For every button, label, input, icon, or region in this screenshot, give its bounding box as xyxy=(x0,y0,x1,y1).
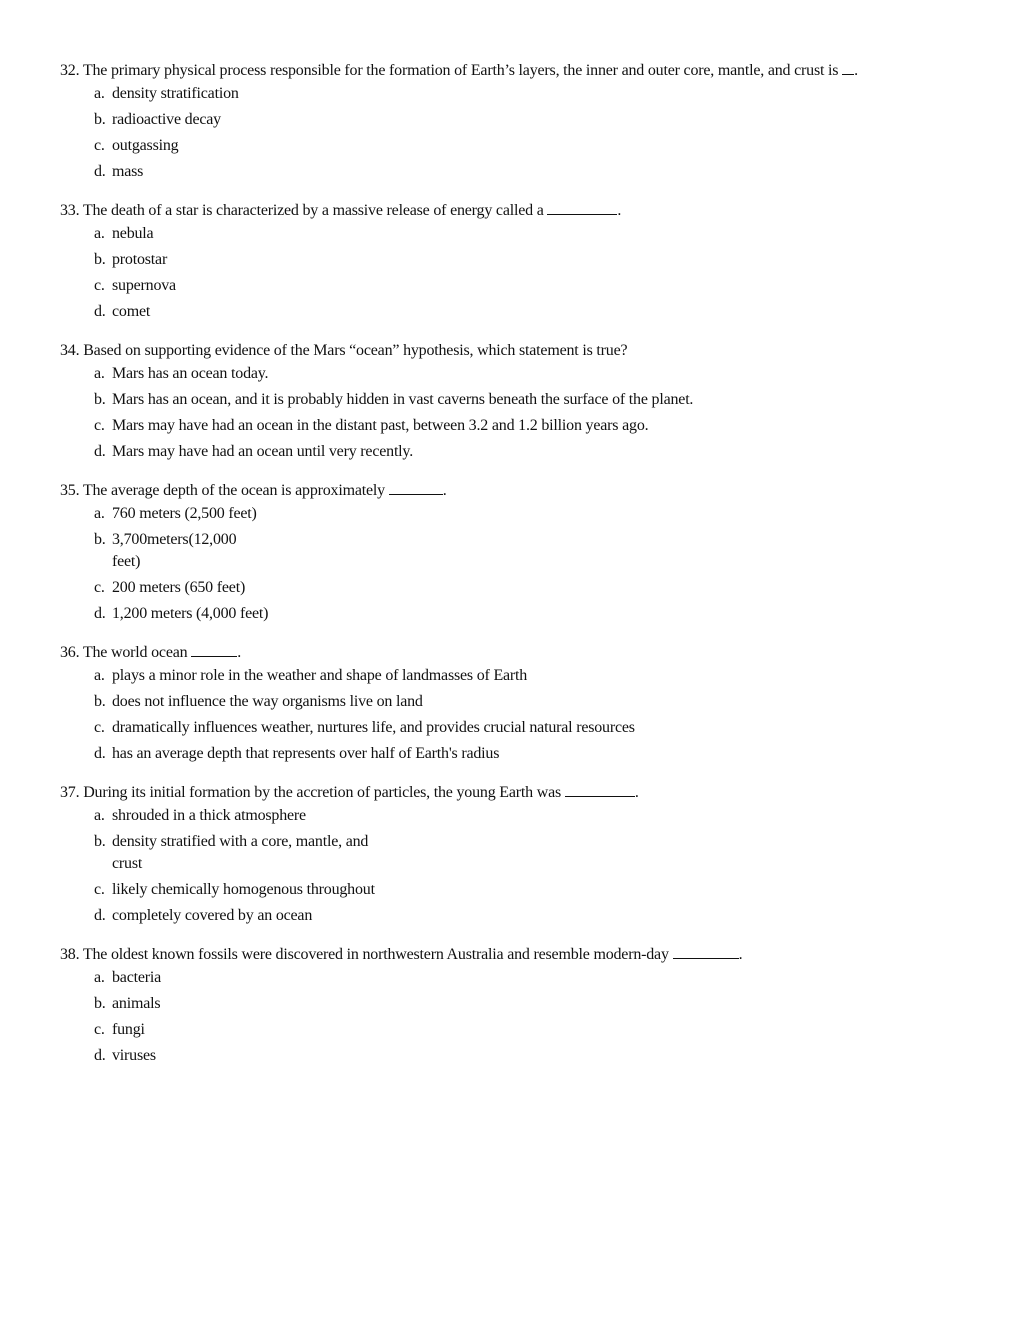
option-d xyxy=(94,161,940,183)
stem-end: . xyxy=(634,784,639,801)
question-34 xyxy=(60,340,940,463)
question-stem xyxy=(60,200,940,222)
answer-options xyxy=(60,363,940,463)
option-d xyxy=(94,1045,940,1067)
question-32 xyxy=(60,60,940,183)
option-text: likely chemically homogenous throughout xyxy=(112,881,375,898)
option-text: has an average depth that represents over half of Earth's radius xyxy=(112,745,500,762)
option-letter: c. xyxy=(94,579,105,596)
option-text: density stratification xyxy=(112,85,239,102)
option-letter: a. xyxy=(94,225,105,242)
option-b xyxy=(94,831,940,875)
option-text: Mars has an ocean today. xyxy=(112,365,269,382)
answer-options xyxy=(60,967,940,1067)
option-letter: c. xyxy=(94,417,105,434)
stem-text: 33. The death of a star is characterized by a massive release of energy called a xyxy=(60,202,548,219)
stem-text: 36. The world ocean xyxy=(60,644,192,661)
answer-blank xyxy=(842,60,854,75)
stem-text: 32. The primary physical process responsible for the formation of Earth’s layers, the inner and outer core, mantle, and crust is xyxy=(60,62,843,79)
option-text: completely covered by an ocean xyxy=(112,907,313,924)
option-b xyxy=(94,993,940,1015)
option-letter: b. xyxy=(94,833,106,850)
option-letter: b. xyxy=(94,111,106,128)
option-letter: b. xyxy=(94,693,106,710)
option-letter: a. xyxy=(94,365,105,382)
option-letter: c. xyxy=(94,1021,105,1038)
option-letter: b. xyxy=(94,995,106,1012)
option-text: 760 meters (2,500 feet) xyxy=(112,505,257,522)
option-text: 3,700meters(12,000 feet) xyxy=(112,531,237,570)
stem-text: 35. The average depth of the ocean is approximately xyxy=(60,482,389,499)
stem-end: . xyxy=(237,644,242,661)
option-c xyxy=(94,135,940,157)
option-letter: d. xyxy=(94,605,106,622)
option-letter: b. xyxy=(94,251,106,268)
option-a xyxy=(94,363,940,385)
stem-end: . xyxy=(854,62,858,79)
option-a xyxy=(94,805,940,827)
answer-options xyxy=(60,83,940,183)
option-letter: c. xyxy=(94,719,105,736)
option-text: animals xyxy=(112,995,161,1012)
option-b xyxy=(94,389,940,411)
answer-options xyxy=(60,805,940,927)
option-b xyxy=(94,691,940,713)
question-38 xyxy=(60,944,940,1067)
option-text: plays a minor role in the weather and shape of landmasses of Earth xyxy=(112,667,528,684)
question-stem xyxy=(60,60,940,82)
question-stem xyxy=(60,340,940,362)
question-stem xyxy=(60,642,940,664)
option-letter: a. xyxy=(94,667,105,684)
question-35 xyxy=(60,480,940,625)
stem-text: 38. The oldest known fossils were discovered in northwestern Australia and resemble modern-day xyxy=(60,946,673,963)
option-letter: c. xyxy=(94,277,105,294)
option-text: outgassing xyxy=(112,137,179,154)
question-36 xyxy=(60,642,940,765)
option-c xyxy=(94,717,940,739)
option-a xyxy=(94,503,940,525)
answer-options xyxy=(60,503,940,625)
quiz-page xyxy=(60,60,940,1084)
answer-options xyxy=(60,665,940,765)
option-text: bacteria xyxy=(112,969,162,986)
option-b xyxy=(94,109,940,131)
stem-end: . xyxy=(442,482,447,499)
option-letter: c. xyxy=(94,881,105,898)
option-text: radioactive decay xyxy=(112,111,221,128)
option-c xyxy=(94,879,940,901)
option-text: protostar xyxy=(112,251,168,268)
stem-text: 37. During its initial formation by the accretion of particles, the young Earth was xyxy=(60,784,565,801)
stem-end: . xyxy=(738,946,743,963)
option-text: fungi xyxy=(112,1021,145,1038)
option-d xyxy=(94,603,940,625)
option-letter: a. xyxy=(94,85,105,102)
question-stem xyxy=(60,480,940,502)
option-c xyxy=(94,577,940,599)
option-letter: a. xyxy=(94,505,105,522)
option-a xyxy=(94,665,940,687)
option-text: shrouded in a thick atmosphere xyxy=(112,807,306,824)
option-letter: d. xyxy=(94,907,106,924)
stem-text: 34. Based on supporting evidence of the Mars “ocean” hypothesis, which statement is true? xyxy=(60,342,628,359)
option-c xyxy=(94,415,940,437)
option-letter: d. xyxy=(94,443,106,460)
option-text: supernova xyxy=(112,277,176,294)
answer-blank xyxy=(389,480,443,495)
stem-end: . xyxy=(617,202,622,219)
option-b xyxy=(94,249,940,271)
option-letter: b. xyxy=(94,531,106,548)
option-text: 1,200 meters (4,000 feet) xyxy=(112,605,269,622)
answer-blank xyxy=(191,642,237,657)
answer-options xyxy=(60,223,940,323)
option-text: viruses xyxy=(112,1047,156,1064)
option-text: Mars may have had an ocean in the distant past, between 3.2 and 1.2 billion years ago. xyxy=(112,417,649,434)
option-a xyxy=(94,967,940,989)
option-letter: d. xyxy=(94,303,106,320)
option-text: Mars may have had an ocean until very recently. xyxy=(112,443,413,460)
option-letter: a. xyxy=(94,807,105,824)
option-text: does not influence the way organisms live on land xyxy=(112,693,423,710)
question-stem xyxy=(60,944,940,966)
option-text: comet xyxy=(112,303,151,320)
option-letter: d. xyxy=(94,745,106,762)
option-a xyxy=(94,223,940,245)
option-text: dramatically influences weather, nurtures life, and provides crucial natural resources xyxy=(112,719,635,736)
question-33 xyxy=(60,200,940,323)
option-c xyxy=(94,275,940,297)
option-letter: c. xyxy=(94,137,105,154)
option-text: mass xyxy=(112,163,144,180)
option-letter: a. xyxy=(94,969,105,986)
option-c xyxy=(94,1019,940,1041)
answer-blank xyxy=(673,944,739,959)
option-text: density stratified with a core, mantle, and crust xyxy=(112,833,369,872)
option-text: Mars has an ocean, and it is probably hidden in vast caverns beneath the surface of the planet. xyxy=(112,391,694,408)
option-letter: b. xyxy=(94,391,106,408)
answer-blank xyxy=(565,782,635,797)
answer-blank xyxy=(547,200,617,215)
option-d xyxy=(94,301,940,323)
option-text: 200 meters (650 feet) xyxy=(112,579,246,596)
option-b xyxy=(94,529,940,573)
option-text: nebula xyxy=(112,225,154,242)
option-d xyxy=(94,743,940,765)
question-37 xyxy=(60,782,940,927)
question-stem xyxy=(60,782,940,804)
option-a xyxy=(94,83,940,105)
option-letter: d. xyxy=(94,163,106,180)
option-d xyxy=(94,441,940,463)
option-letter: d. xyxy=(94,1047,106,1064)
option-d xyxy=(94,905,940,927)
